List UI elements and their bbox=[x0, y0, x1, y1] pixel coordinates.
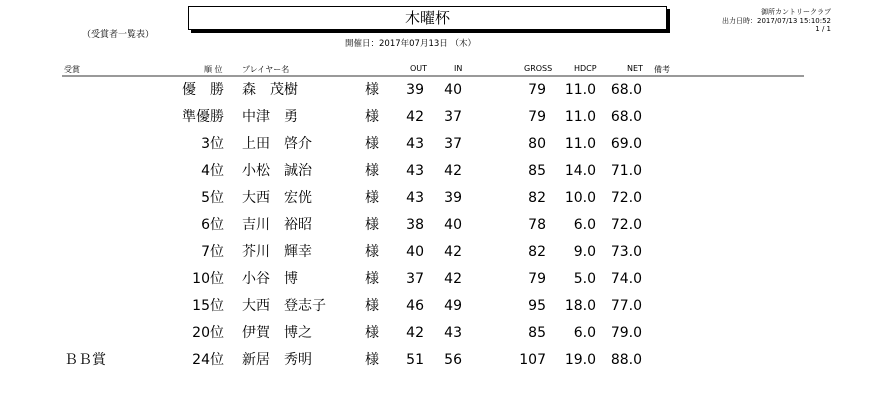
rank-cell: 20位 bbox=[192, 325, 224, 341]
table-row bbox=[0, 185, 869, 211]
honorific-cell: 様 bbox=[365, 82, 379, 98]
honorific-cell: 様 bbox=[365, 109, 379, 125]
hdcp-cell: 6.0 bbox=[573, 217, 596, 233]
gross-cell: 78 bbox=[528, 217, 546, 233]
gross-cell: 82 bbox=[528, 190, 546, 206]
player-name-cell: 小松 誠治 bbox=[242, 163, 312, 179]
player-name-cell: 中津 勇 bbox=[242, 109, 298, 125]
report-subtitle: （受賞者一覧表） bbox=[82, 30, 155, 40]
hdcp-cell: 19.0 bbox=[564, 352, 596, 368]
col-header-gross: GROSS bbox=[524, 64, 553, 73]
honorific-cell: 様 bbox=[365, 271, 379, 287]
rank-cell: 5位 bbox=[201, 190, 224, 206]
col-header-player: プレイヤー名 bbox=[242, 65, 290, 74]
rank-cell: 優 勝 bbox=[182, 82, 224, 98]
honorific-cell: 様 bbox=[365, 136, 379, 152]
gross-cell: 107 bbox=[519, 352, 546, 368]
gross-cell: 85 bbox=[528, 163, 546, 179]
net-cell: 88.0 bbox=[610, 352, 642, 368]
in-score-cell: 49 bbox=[444, 298, 462, 314]
player-name-cell: 芥川 輝幸 bbox=[242, 244, 312, 260]
gross-cell: 85 bbox=[528, 325, 546, 341]
out-score-cell: 42 bbox=[406, 325, 424, 341]
net-cell: 74.0 bbox=[610, 271, 642, 287]
honorific-cell: 様 bbox=[365, 325, 379, 341]
player-name-cell: 大西 登志子 bbox=[242, 298, 326, 314]
player-name-cell: 大西 宏侊 bbox=[242, 190, 312, 206]
in-score-cell: 39 bbox=[444, 190, 462, 206]
honorific-cell: 様 bbox=[365, 352, 379, 368]
table-row bbox=[0, 347, 869, 373]
out-score-cell: 43 bbox=[406, 163, 424, 179]
net-cell: 68.0 bbox=[610, 82, 642, 98]
net-cell: 68.0 bbox=[610, 109, 642, 125]
col-header-in: IN bbox=[454, 64, 463, 73]
table-row bbox=[0, 212, 869, 238]
table-row bbox=[0, 158, 869, 184]
hdcp-cell: 9.0 bbox=[573, 244, 596, 260]
table-row bbox=[0, 266, 869, 292]
out-score-cell: 43 bbox=[406, 136, 424, 152]
hdcp-cell: 11.0 bbox=[564, 136, 596, 152]
rank-cell: 6位 bbox=[201, 217, 224, 233]
report-title: 木曜杯 bbox=[188, 6, 667, 30]
player-name-cell: 新居 秀明 bbox=[242, 352, 312, 368]
table-row bbox=[0, 293, 869, 319]
gross-cell: 79 bbox=[528, 82, 546, 98]
player-name-cell: 小谷 博 bbox=[242, 271, 298, 287]
award-cell: ＢＢ賞 bbox=[64, 352, 106, 368]
table-row bbox=[0, 77, 869, 103]
club-name: 御所カントリークラブ bbox=[761, 8, 831, 16]
net-cell: 73.0 bbox=[610, 244, 642, 260]
in-score-cell: 42 bbox=[444, 244, 462, 260]
player-name-cell: 森 茂樹 bbox=[242, 82, 298, 98]
out-score-cell: 38 bbox=[406, 217, 424, 233]
hdcp-cell: 18.0 bbox=[564, 298, 596, 314]
col-header-hdcp: HDCP bbox=[574, 64, 597, 73]
col-header-out: OUT bbox=[410, 64, 428, 73]
rank-cell: 24位 bbox=[192, 352, 224, 368]
hdcp-cell: 11.0 bbox=[564, 109, 596, 125]
out-score-cell: 46 bbox=[406, 298, 424, 314]
in-score-cell: 37 bbox=[444, 109, 462, 125]
net-cell: 72.0 bbox=[610, 217, 642, 233]
out-score-cell: 51 bbox=[406, 352, 424, 368]
rank-cell: 4位 bbox=[201, 163, 224, 179]
player-name-cell: 上田 啓介 bbox=[242, 136, 312, 152]
net-cell: 79.0 bbox=[610, 325, 642, 341]
col-header-award: 受賞 bbox=[64, 65, 80, 74]
player-name-cell: 伊賀 博之 bbox=[242, 325, 312, 341]
honorific-cell: 様 bbox=[365, 244, 379, 260]
net-cell: 72.0 bbox=[610, 190, 642, 206]
in-score-cell: 42 bbox=[444, 271, 462, 287]
net-cell: 71.0 bbox=[610, 163, 642, 179]
table-row bbox=[0, 104, 869, 130]
rank-cell: 15位 bbox=[192, 298, 224, 314]
col-header-rank: 順 位 bbox=[204, 65, 223, 74]
col-header-net: NET bbox=[627, 64, 643, 73]
net-cell: 69.0 bbox=[610, 136, 642, 152]
in-score-cell: 40 bbox=[444, 82, 462, 98]
event-date: 開催日：2017年07月13日 （木） bbox=[345, 39, 476, 49]
gross-cell: 95 bbox=[528, 298, 546, 314]
hdcp-cell: 6.0 bbox=[573, 325, 596, 341]
out-score-cell: 37 bbox=[406, 271, 424, 287]
rank-cell: 準優勝 bbox=[182, 109, 224, 125]
hdcp-cell: 11.0 bbox=[564, 82, 596, 98]
rank-cell: 10位 bbox=[192, 271, 224, 287]
out-score-cell: 40 bbox=[406, 244, 424, 260]
honorific-cell: 様 bbox=[365, 298, 379, 314]
rank-cell: 3位 bbox=[201, 136, 224, 152]
out-score-cell: 43 bbox=[406, 190, 424, 206]
honorific-cell: 様 bbox=[365, 190, 379, 206]
honorific-cell: 様 bbox=[365, 217, 379, 233]
print-timestamp: 出力日時：2017/07/13 15:10:52 bbox=[721, 17, 831, 25]
player-name-cell: 吉川 裕昭 bbox=[242, 217, 312, 233]
in-score-cell: 37 bbox=[444, 136, 462, 152]
page-number: 1 / 1 bbox=[815, 25, 831, 33]
in-score-cell: 42 bbox=[444, 163, 462, 179]
rank-cell: 7位 bbox=[201, 244, 224, 260]
honorific-cell: 様 bbox=[365, 163, 379, 179]
hdcp-cell: 10.0 bbox=[564, 190, 596, 206]
hdcp-cell: 14.0 bbox=[564, 163, 596, 179]
in-score-cell: 40 bbox=[444, 217, 462, 233]
col-header-note: 備考 bbox=[654, 65, 670, 74]
table-row bbox=[0, 239, 869, 265]
gross-cell: 80 bbox=[528, 136, 546, 152]
net-cell: 77.0 bbox=[610, 298, 642, 314]
out-score-cell: 42 bbox=[406, 109, 424, 125]
table-row bbox=[0, 131, 869, 157]
out-score-cell: 39 bbox=[406, 82, 424, 98]
in-score-cell: 43 bbox=[444, 325, 462, 341]
gross-cell: 82 bbox=[528, 244, 546, 260]
table-row bbox=[0, 320, 869, 346]
hdcp-cell: 5.0 bbox=[573, 271, 596, 287]
in-score-cell: 56 bbox=[444, 352, 462, 368]
gross-cell: 79 bbox=[528, 109, 546, 125]
gross-cell: 79 bbox=[528, 271, 546, 287]
